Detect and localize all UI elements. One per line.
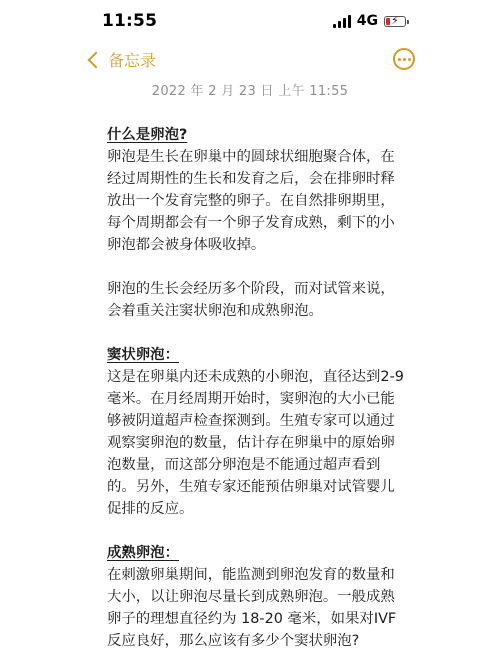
section-paragraph: 卵泡的生长会经历多个阶段，而对试管来说，会着重关注窦状卵泡和成熟卵泡。 — [107, 281, 395, 319]
blank-line — [107, 256, 407, 278]
cellular-signal-icon — [333, 15, 351, 28]
blank-line — [107, 520, 407, 542]
more-options-button[interactable] — [393, 48, 415, 70]
status-time: 11:55 — [102, 11, 158, 31]
navigation-bar — [0, 44, 500, 80]
more-dots-icon — [398, 58, 401, 61]
section-heading: 窦状卵泡： — [107, 347, 179, 363]
section-paragraph: 在刺激卵巢期间，能监测到卵泡发育的数量和大小，以让卵泡尽量长到成熟卵泡。一般成熟卵子的理想直径约为 18-20 毫米，如果对IVF反应良好，那么应该有多少个窦状卵泡? — [107, 567, 397, 649]
section-paragraph: 卵泡是生长在卵巢中的圆球状细胞聚合体，在经过周期性的生长和发育之后，会在排卵时释放出一个发育完整的卵子。在自然排卵期里，每个周期都会有一个卵子发育成熟，剩下的小卵泡都会被身体吸收掉。 — [107, 149, 395, 253]
blank-line — [107, 322, 407, 344]
status-bar — [0, 0, 500, 44]
section-heading: 成熟卵泡： — [107, 545, 179, 561]
back-button-label: 备忘录 — [108, 51, 157, 70]
chevron-left-icon — [88, 52, 105, 69]
battery-level-fill — [386, 18, 390, 25]
section-paragraph: 这是在卵巢内还未成熟的小卵泡，直径达到2-9毫米。在月经周期开始时，窦卵泡的大小已能够被阴道超声检查探测到。生殖专家可以通过观察窦卵泡的数量，估计存在卵巢中的原始卵泡数量，而这部分卵泡是不能通过超声看到的。另外，生殖专家还能预估卵巢对试管婴儿促排的反应。 — [107, 369, 404, 517]
status-indicators — [333, 13, 406, 29]
back-button[interactable] — [90, 48, 156, 71]
note-body[interactable] — [107, 124, 407, 652]
section-heading: 什么是卵泡? — [107, 127, 188, 143]
battery-icon — [384, 13, 406, 27]
network-type-label: 4G — [356, 13, 378, 29]
charging-bolt-icon: ⚡ — [391, 13, 399, 27]
note-date: 2022 年 2 月 23 日 上午 11:55 — [151, 84, 349, 99]
